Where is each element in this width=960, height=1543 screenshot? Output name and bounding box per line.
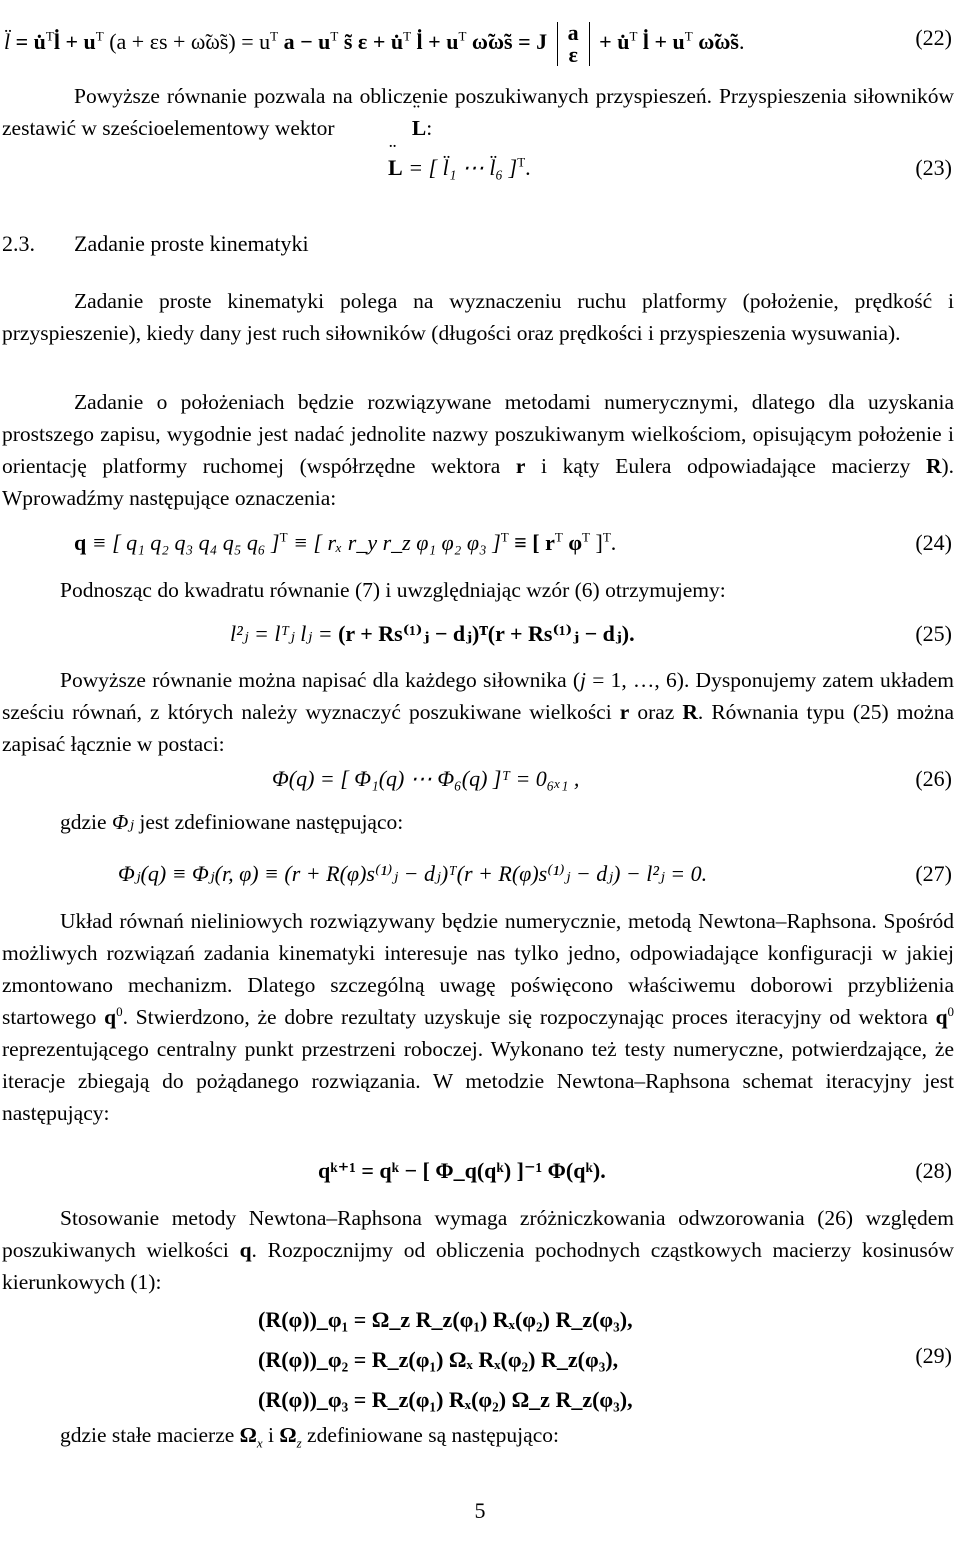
- equation-number: (27): [915, 861, 952, 886]
- omega-z: Ω: [279, 1423, 297, 1447]
- vector-q: q: [239, 1238, 252, 1262]
- paragraph-2: Zadanie proste kinematyki polega na wyznaczeniu ruchu platformy (położenie, prędkość i przyspieszenie), kiedy dany jest ruch siłowników (długości oraz prędkości i przyspieszenia wysuwania).: [2, 289, 954, 345]
- equation-23-body: [388, 152, 531, 184]
- equation-26-body: [272, 763, 579, 795]
- paragraph-7-c: reprezentującego centralny punkt przestrzeni roboczej. Wykonano też testy numeryczne, potwierdzające, że iteracje zbiegają do pożądanego rozwiązania. W metodzie Newtona–Raphsona schemat iteracyjny jest następujący:: [2, 1037, 954, 1125]
- eq22-vector: [557, 22, 590, 66]
- paragraph-7-a: Układ równań nieliniowych rozwiązywany będzie numerycznie, metodą Newtona–Raphsona. Spośród możliwych rozwiązań zadania kinematyki interesuje nas tylko jedno, odpowiadające konfiguracji w jakiej zmontowano mechanizm. Dlatego szczególną uwagę poświęcono właściwemu doborowi przybliżenia startowego: [2, 909, 954, 1029]
- paragraph-8-b: . Rozpocznijmy od obliczenia pochodnych cząstkowych macierzy kosinusów kierunkowych (1):: [2, 1238, 954, 1294]
- eq22-sup4: T: [330, 28, 339, 44]
- equation-25-body: [230, 618, 635, 650]
- eq22-mid1: l̇ + u: [53, 29, 96, 55]
- eq29-line-3: (R(φ))_φ₃ = R_z(φ₁) Rₓ(φ₂) Ω_z R_z(φ₃),: [258, 1387, 633, 1412]
- vector-r: r: [515, 454, 526, 478]
- eq22-vec-eps: ε: [568, 42, 578, 67]
- paragraph-5: [2, 664, 954, 760]
- eq24-sup1: T: [279, 529, 288, 545]
- eq22-tail: .: [738, 29, 745, 55]
- eq23-content: = [ l̈₁ ⋯ l̈₆ ]: [408, 155, 518, 180]
- equation-22-body: [4, 22, 744, 66]
- eq25-lhs: l²ⱼ = lᵀⱼ lⱼ =: [230, 621, 339, 646]
- eq22-sup3: T: [270, 28, 279, 44]
- eq22-mid2: (a + εs + ω̃ω̃s) = u: [109, 29, 271, 55]
- paragraph-3-a: Zadanie o położeniach będzie rozwiązywane metodami numerycznymi, dlatego dla uzyskania prostszego zapisu, wygodnie jest nadać jednolite nazwy poszukiwanym wielkościom, opisującym położenie i orientację platformy ruchomej (współrzędne wektora: [2, 390, 954, 478]
- equation-29-body: [258, 1300, 633, 1420]
- matrix-R: R: [682, 700, 698, 724]
- eq24-sup2: T: [500, 529, 509, 545]
- eq23-end: .: [525, 155, 531, 180]
- vector-q0-2: q: [935, 1005, 948, 1029]
- eq22-mid9: ω̃ω̃s: [698, 29, 739, 55]
- eq24-sup3: T: [554, 529, 563, 545]
- section-heading: [2, 228, 309, 260]
- eq22-vec-a: a: [567, 20, 579, 45]
- phi-j: Φⱼ: [111, 810, 134, 834]
- paragraph-6-b: jest zdefiniowane następująco:: [139, 810, 404, 834]
- equation-29: [0, 1300, 960, 1420]
- paragraph-6-a: gdzie: [60, 810, 107, 834]
- paragraph-3-b: i kąty Eulera odpowiadające macierzy: [541, 454, 911, 478]
- paragraph-5-c: oraz: [637, 700, 675, 724]
- paragraph-8-a: Stosowanie metody Newtona–Raphsona wymaga zróżniczkowania odwzorowania (26) względem poszukiwanych wielkości: [2, 1206, 954, 1262]
- paragraph-3: [2, 386, 954, 514]
- index-j: j: [580, 668, 586, 692]
- eq24-part1: ≡ [ q₁ q₂ q₃ q₄ q₅ q₆ ]: [91, 530, 280, 555]
- eq22-sup2: T: [95, 28, 104, 44]
- equation-24-body: q ≡ [ q₁ q₂ q₃ q₄ q₅ q₆ ]$^T$ ≡ [ rₓ r_y r_z φ₁ φ₂ φ₃ ]$^T$ ≡ [ $r^T$ $\varphi^T$ ]$^T$.: [74, 529, 617, 555]
- eq22-sup5: T: [403, 28, 412, 44]
- q0-sup: 0: [116, 1003, 123, 1019]
- eq24-sup5: T: [602, 529, 611, 545]
- section-title: Zadanie proste kinematyki: [74, 231, 309, 256]
- equation-27: [0, 858, 960, 892]
- eq22-sup: T: [45, 28, 54, 44]
- eq24-sup4: T: [582, 529, 590, 545]
- page-number: 5: [474, 1498, 486, 1523]
- eq22-sup6: T: [458, 28, 467, 44]
- paragraph-7: [2, 905, 954, 1129]
- omega-z-sub: z: [296, 1435, 302, 1451]
- equation-number: (22): [915, 25, 952, 50]
- eq22-mid8: l̇ + u: [642, 29, 685, 55]
- equation-26: [0, 763, 960, 797]
- equation-number: (24): [915, 530, 952, 555]
- eq24-end: .: [610, 530, 617, 555]
- equation-27-body: [118, 858, 707, 890]
- equation-number: (26): [915, 766, 952, 791]
- equation-number: (29): [915, 1343, 952, 1368]
- eq22-mid5: l̇ + u: [416, 29, 459, 55]
- eq22-sup8: T: [684, 28, 693, 44]
- eq22-mid4: s̃ ε + u̇: [343, 29, 404, 55]
- eq26-text: Φ(q) = [ Φ₁(q) ⋯ Φ₆(q) ]ᵀ = 0₆ₓ₁ ,: [272, 766, 580, 791]
- paragraph-5-a: Powyższe równanie można napisać dla każdego siłownika (: [60, 668, 581, 692]
- equation-number: (28): [915, 1158, 952, 1183]
- paragraph-1-end: :: [426, 116, 433, 140]
- omega-x-sub: x: [256, 1435, 263, 1451]
- equation-number: (25): [915, 621, 952, 646]
- vector-q0: q: [104, 1005, 117, 1029]
- equation-23: [0, 152, 960, 186]
- q0-sup-2: 0: [947, 1003, 955, 1019]
- paragraph-9-a: gdzie stałe macierze: [60, 1423, 235, 1447]
- eq27-text: Φⱼ(q) ≡ Φⱼ(r, φ) ≡ (r + R(φ)s⁽¹⁾ⱼ − dⱼ)ᵀ(r + R(φ)s⁽¹⁾ⱼ − dⱼ) − l²ⱼ = 0.: [118, 861, 708, 886]
- eq29-line-2: (R(φ))_φ₂ = R_z(φ₁) Ωₓ Rₓ(φ₂) R_z(φ₃),: [258, 1347, 619, 1372]
- equation-24: [0, 527, 960, 561]
- eq24-phi: φ: [568, 530, 583, 555]
- eq24-part3: ≡ [ r: [514, 530, 555, 555]
- eq22-mid6: ω̃ω̃s = J: [471, 29, 548, 55]
- paragraph-9-b: i: [268, 1423, 275, 1447]
- vector-r: r: [619, 700, 630, 724]
- paragraph-4: Podnosząc do kwadratu równanie (7) i uwzględniając wzór (6) otrzymujemy:: [60, 578, 726, 602]
- paragraph-9: [60, 1419, 954, 1451]
- paragraph-6: [60, 806, 954, 838]
- eq23-sup: T: [517, 154, 526, 170]
- matrix-R: R: [925, 454, 942, 478]
- eq22-sup7: T: [629, 28, 638, 44]
- eq29-line-1: (R(φ))_φ₁ = Ω_z R_z(φ₁) Rₓ(φ₂) R_z(φ₃),: [258, 1307, 633, 1332]
- equation-28: [0, 1155, 960, 1189]
- paragraph-1-text: Powyższe równanie pozwala na obliczenie poszukiwanych przyspieszeń. Przyspieszenia siłowników zestawić w sześcioelementowy wektor: [2, 84, 954, 140]
- paragraph-8: [2, 1202, 954, 1298]
- eq24-q: q: [74, 530, 87, 555]
- eq22-lhs: l̈: [4, 29, 11, 55]
- equation-25: [0, 618, 960, 652]
- equation-22: [0, 20, 960, 67]
- paragraph-5-b: = 1, …, 6). Dysponujemy zatem układem sześciu równań, z których należy wyznaczyć poszukiwane wielkości: [2, 668, 954, 724]
- eq25-text: (r + Rs⁽¹⁾ⱼ − dⱼ)ᵀ(r + Rs⁽¹⁾ⱼ − dⱼ).: [338, 621, 635, 646]
- vector-L: ¨ L: [340, 112, 426, 144]
- paragraph-1: [2, 80, 954, 144]
- eq22-mid7: + u̇: [599, 29, 630, 55]
- eq22-eq1: = u̇: [10, 29, 46, 55]
- omega-x: Ω: [239, 1423, 257, 1447]
- equation-number: (23): [915, 155, 952, 180]
- paragraph-7-b: . Stwierdzono, że dobre rezultaty uzyskuje się rozpoczynając proces iteracyjny od wektora: [122, 1005, 928, 1029]
- section-number: 2.3.: [2, 231, 35, 256]
- paragraph-3-c: ). Wprowadźmy następujące oznaczenia:: [2, 454, 955, 510]
- equation-28-body: [318, 1155, 606, 1187]
- eq24-part2: ≡ [ rₓ r_y r_z φ₁ φ₂ φ₃ ]: [293, 530, 501, 555]
- eq23-lhs: ¨ L: [388, 152, 403, 184]
- paragraph-5-d: . Równania typu (25) można zapisać łącznie w postaci:: [2, 700, 954, 756]
- eq22-mid3: a − u: [283, 29, 331, 55]
- eq28-text: qᵏ⁺¹ = qᵏ − [ Φ_q(qᵏ) ]⁻¹ Φ(qᵏ).: [318, 1158, 606, 1183]
- paragraph-9-c: zdefiniowane są następująco:: [307, 1423, 559, 1447]
